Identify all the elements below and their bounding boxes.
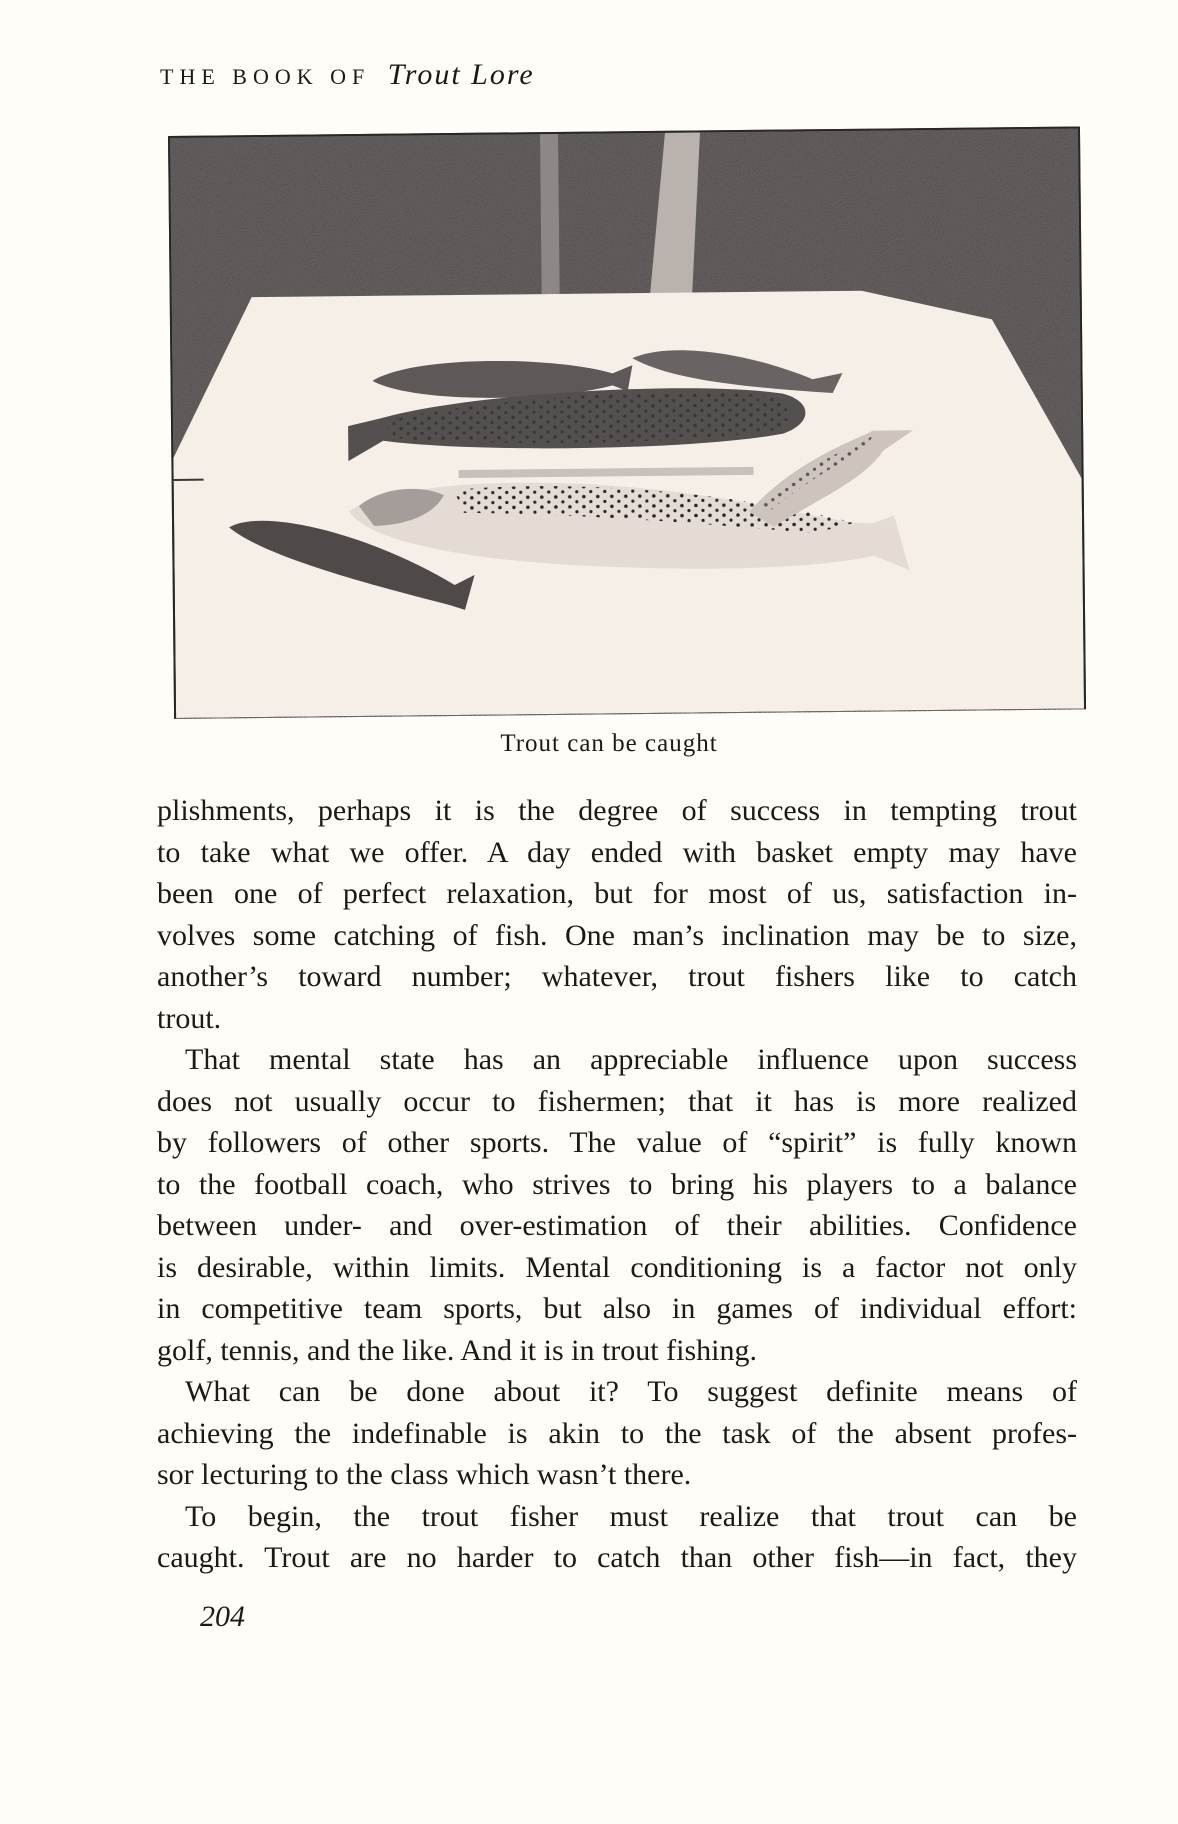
text-line: to the football coach, who strives to bring his players to a balance <box>157 1167 1077 1201</box>
text-line: achieving the indefinable is akin to the task of the absent profes- <box>157 1416 1077 1450</box>
trout-photo-illustration <box>170 128 1084 717</box>
running-head-prefix: THE BOOK OF <box>160 64 371 89</box>
paragraph-first-line: That mental state has an appreciable influence upon success <box>185 1043 1077 1076</box>
page-number: 204 <box>200 1600 245 1633</box>
text-line: to take what we offer. A day ended with basket empty may have <box>157 835 1077 869</box>
text-line: is desirable, within limits. Mental conditioning is a factor not only <box>157 1250 1077 1284</box>
text-line: sor lecturing to the class which wasn’t there. <box>157 1458 692 1491</box>
running-head-title: Trout Lore <box>387 58 535 91</box>
paragraph-first-line: What can be done about it? To suggest definite means of <box>185 1375 1077 1408</box>
text-line: between under- and over-estimation of their abilities. Confidence <box>157 1209 1077 1242</box>
text-line: plishments, perhaps it is the degree of success in tempting trout <box>157 794 1077 827</box>
text-line: by followers of other sports. The value of “spirit” is fully known <box>157 1126 1077 1159</box>
text-line: caught. Trout are no harder to catch than other fish—in fact, they <box>157 1541 1077 1574</box>
text-line: been one of perfect relaxation, but for most of us, satisfaction in- <box>157 877 1077 910</box>
text-line: golf, tennis, and the like. And it is in trout fishing. <box>157 1333 757 1367</box>
text-line: volves some catching of fish. One man’s inclination may be to size, <box>157 918 1077 952</box>
body-text <box>157 790 1077 1579</box>
text-line: trout. <box>157 1001 222 1035</box>
text-line: in competitive team sports, but also in games of individual effort: <box>157 1292 1077 1325</box>
figure-caption: Trout can be caught <box>500 730 718 757</box>
text-line: another’s toward number; whatever, trout fishers like to catch <box>157 960 1077 993</box>
paragraph-first-line: To begin, the trout fisher must realize that trout can be <box>185 1499 1077 1533</box>
text-line: does not usually occur to fishermen; that it has is more realized <box>157 1084 1077 1118</box>
trout-photograph <box>168 126 1086 719</box>
running-head <box>160 58 535 92</box>
